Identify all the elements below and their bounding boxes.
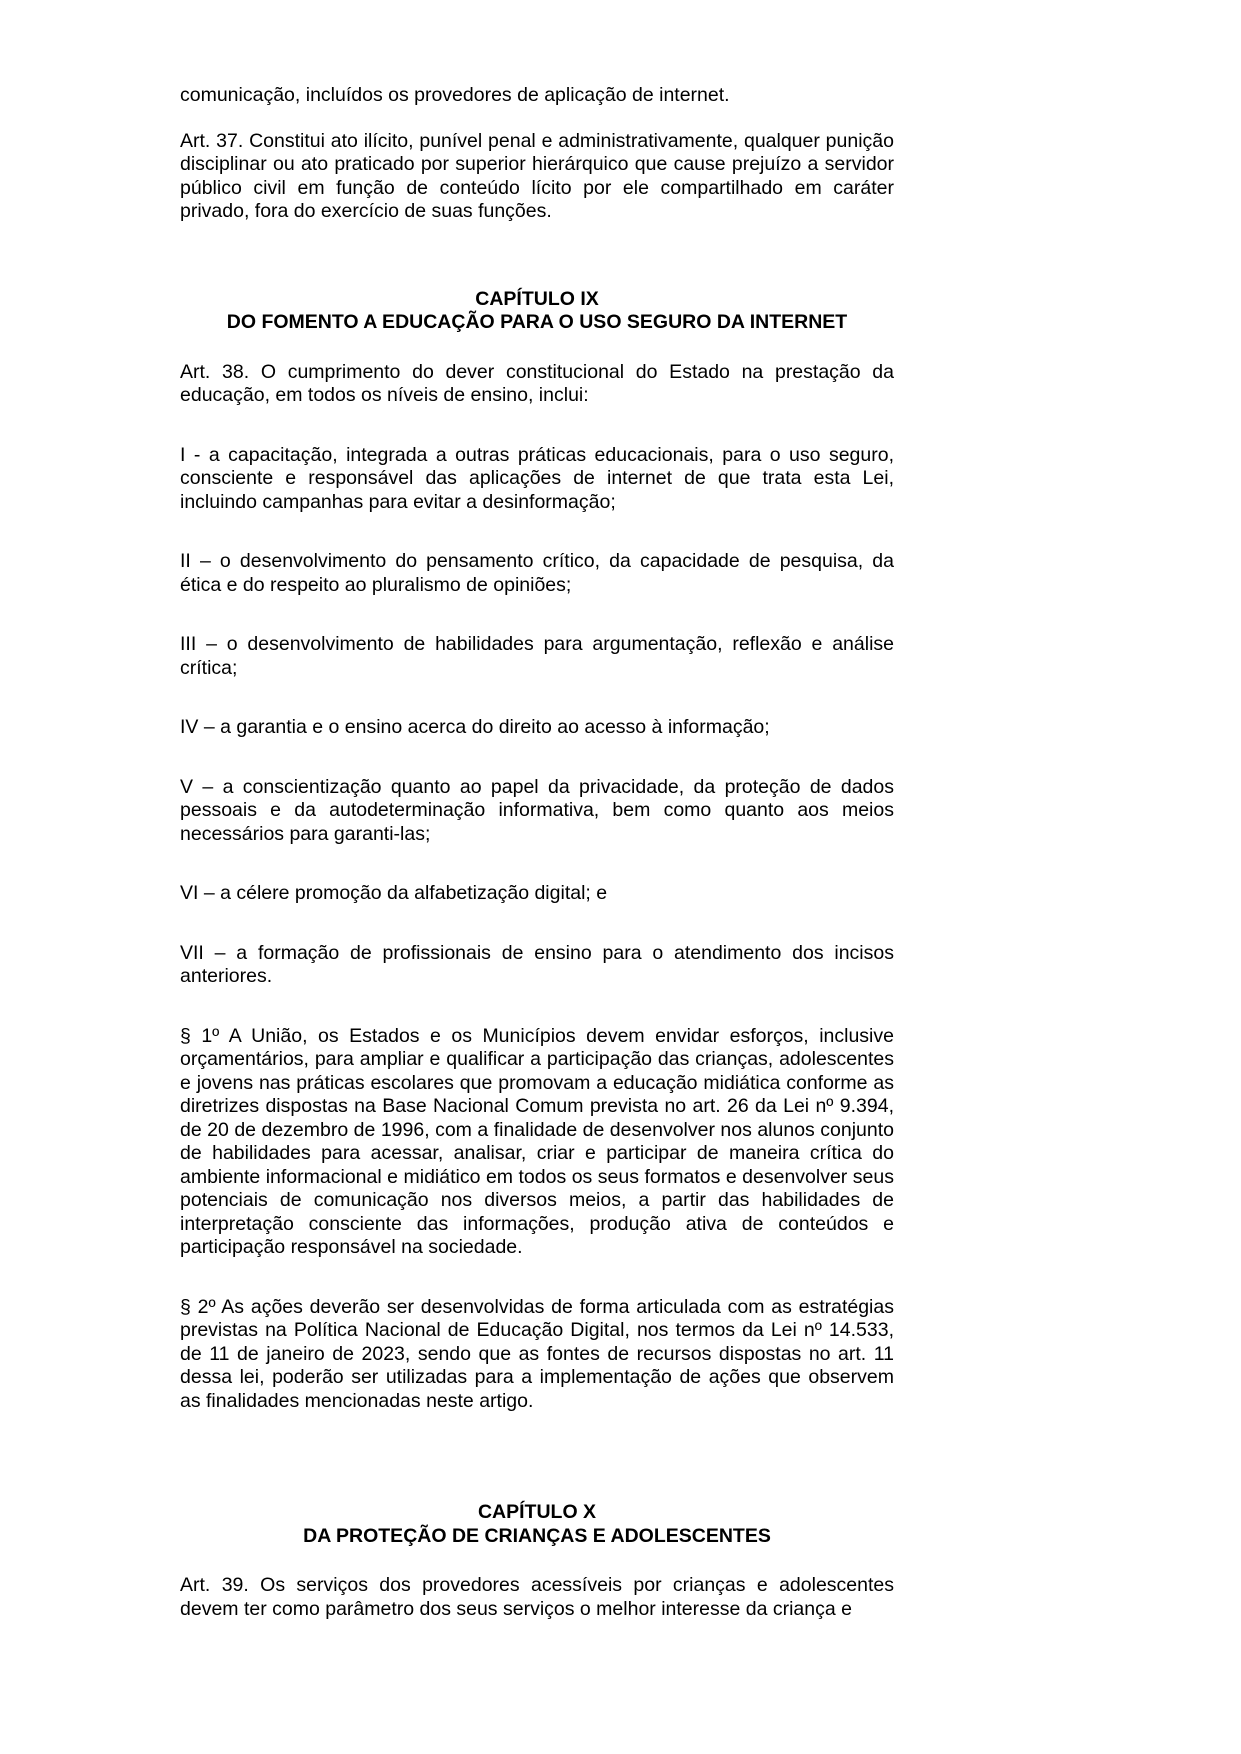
chapter-ix-heading — [180, 288, 894, 335]
item-vi: VI – a célere promoção da alfabetização digital; e — [180, 882, 608, 904]
chapter-x-heading — [180, 1501, 894, 1548]
item-v: V – a conscientização quanto ao papel da privacidade, da proteção de dados pessoais e da autodeterminação informativa, bem como quanto aos meios necessários para garanti-las; — [180, 775, 894, 845]
chapter-number: CAPÍTULO X — [477, 1501, 597, 1523]
article-38: Art. 38. O cumprimento do dever constitucional do Estado na prestação da educação, em todos os níveis de ensino, inclui: — [180, 360, 894, 406]
document-body — [180, 84, 894, 1621]
chapter-title: DA PROTEÇÃO DE CRIANÇAS E ADOLESCENTES — [303, 1524, 771, 1547]
item-i: I - a capacitação, integrada a outras práticas educacionais, para o uso seguro, consciente e responsável das aplicações de internet de que trata esta Lei, incluindo campanhas para evitar a desinformação; — [180, 443, 894, 513]
paragraph-2: § 2º As ações deverão ser desenvolvidas de forma articulada com as estratégias previstas na Política Nacional de Educação Digital, nos termos da Lei nº 14.533, de 11 de janeiro de 2023, sendo que as fontes de recursos dispostas no art. 11 dessa lei, poderão ser utilizadas para a implementação de ações que observem as finalidades mencionadas neste artigo. — [180, 1295, 894, 1412]
item-iv: IV – a garantia e o ensino acerca do direito ao acesso à informação; — [180, 716, 770, 738]
item-iii: III – o desenvolvimento de habilidades para argumentação, reflexão e análise crítica; — [180, 633, 894, 679]
article-39: Art. 39. Os serviços dos provedores acessíveis por crianças e adolescentes devem ter como parâmetro dos seus serviços o melhor interesse da criança e — [180, 1574, 894, 1620]
paragraph-1: § 1º A União, os Estados e os Municípios devem envidar esforços, inclusive orçamentários, para ampliar e qualificar a participação das crianças, adolescentes e jovens nas práticas escolares que promovam a educação midiática conforme as diretrizes dispostas na Base Nacional Comum prevista no art. 26 da Lei nº 9.394, de 20 de dezembro de 1996, com a finalidade de desenvolver nos alunos conjunto de habilidades para acessar, analisar, criar e participar de maneira crítica do ambiente informacional e midiático em todos os seus formatos e desenvolver seus potenciais de comunicação nos diversos meios, a partir das habilidades de interpretação consciente das informações, produção ativa de conteúdos e participação responsável na sociedade. — [180, 1024, 894, 1258]
paragraph-continuation: comunicação, incluídos os provedores de aplicação de internet. — [180, 84, 730, 106]
item-ii: II – o desenvolvimento do pensamento crítico, da capacidade de pesquisa, da ética e do respeito ao pluralismo de opiniões; — [180, 550, 894, 596]
chapter-number: CAPÍTULO IX — [475, 287, 599, 310]
item-vii: VII – a formação de profissionais de ensino para o atendimento dos incisos anteriores. — [180, 941, 894, 987]
article-37: Art. 37. Constitui ato ilícito, punível penal e administrativamente, qualquer punição disciplinar ou ato praticado por superior hierárquico que cause prejuízo a servidor público civil em função de conteúdo lícito por ele compartilhado em caráter privado, fora do exercício de suas funções. — [180, 129, 894, 222]
chapter-title: DO FOMENTO A EDUCAÇÃO PARA O USO SEGURO DA INTERNET — [226, 311, 848, 333]
